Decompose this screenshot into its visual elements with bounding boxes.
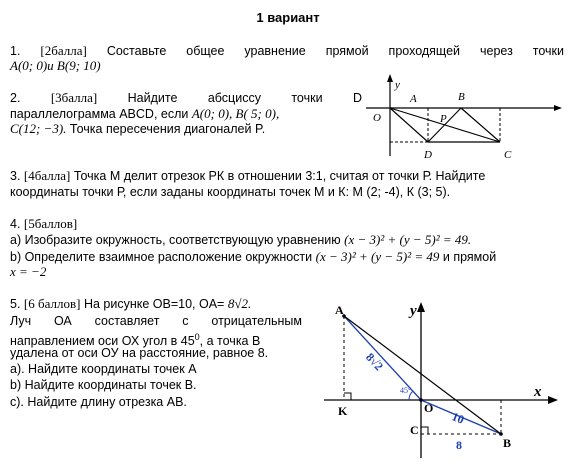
task5-text3b: , а точка В (199, 334, 261, 349)
segment-ab (344, 316, 501, 434)
task1-line1 (10, 43, 564, 59)
task5-text1: На рисунке OB=10, OA= (83, 297, 225, 311)
task2-math3: C(12; −3). (10, 121, 67, 136)
label-x: x (534, 384, 542, 400)
x-axis-arrow (548, 396, 558, 404)
label-d: D (424, 149, 432, 161)
task2-math2: A(0; 0), B( 5; 0), (191, 106, 280, 121)
y-axis-arrow (417, 302, 425, 312)
task4-b-text: b) Определите взаимное расположение окружности (10, 250, 313, 264)
task4-points: [5баллов] (23, 216, 78, 231)
label-y: y (410, 303, 417, 319)
task5-question-c: c). Найдите длину отрезка АВ. (10, 395, 187, 409)
right-angle-c (421, 427, 428, 434)
task5-degree: 0 (194, 332, 200, 342)
label-o: O (373, 112, 381, 124)
label-b: B (458, 91, 465, 103)
page-title: 1 вариант (256, 10, 320, 25)
task2-text3: Точка пересечения диагоналей P. (69, 122, 266, 136)
parallelogram-figure (366, 74, 562, 170)
task5-points: [6 баллов] (23, 296, 81, 311)
label-cb-length: 8 (456, 438, 462, 452)
task4-part-b (10, 249, 496, 265)
task5-text3: направлением оси ОХ угол в 45 (10, 334, 195, 349)
task3-points: [4балла] (23, 168, 71, 183)
task1-points: [2балла] (40, 43, 87, 58)
task2-line1 (10, 90, 362, 106)
task5-line1 (10, 296, 251, 312)
task5-question-b: b) Найдите координаты точек В. (10, 378, 197, 392)
label-k: K (338, 404, 348, 418)
right-angle-k (344, 393, 351, 400)
label-o: O (424, 401, 434, 415)
task1-number: 1. (10, 44, 21, 58)
task4-header (10, 216, 77, 232)
task3-text1: Точка М делит отрезок РК в отношении 3:1, считая от точки Р. Найдите (73, 169, 486, 183)
task5-line2: Луч ОА составляет с отрицательным (10, 314, 302, 328)
task4-line-equation: x = −2 (10, 264, 47, 279)
task1-text: Составьте общее уравнение прямой проходящей через точки (106, 44, 564, 58)
task2-line3 (10, 121, 265, 137)
label-c: C (504, 149, 512, 161)
task4-part-a (10, 232, 471, 248)
x-axis-arrow (554, 105, 562, 111)
side-bc (461, 108, 500, 142)
coordinate-figure (318, 298, 574, 464)
label-oa-length: 8√2 (363, 350, 387, 374)
label-a: A (410, 93, 417, 105)
label-p: P (440, 113, 447, 125)
task5-question-a: а). Найдите координаты точек А (10, 362, 197, 376)
task5-number: 5. (10, 297, 21, 311)
task2-line2 (10, 106, 362, 122)
task4-b-tail: и прямой (442, 250, 497, 264)
side-ad (390, 108, 428, 142)
task4-number: 4. (10, 217, 21, 231)
task2-points: [3балла] (50, 90, 98, 105)
task1-points-math: A(0; 0)и B(9; 10) (10, 58, 101, 73)
task3-line1 (10, 168, 485, 184)
label-a: A (335, 303, 344, 317)
task4-a-equation: (x − 3)² + (y − 5)² = 49. (344, 232, 472, 247)
task3-line2: координаты точки Р, если заданы координаты точек М и К: М (2; -4), К (3; 5). (10, 185, 451, 199)
label-y: y (395, 79, 400, 91)
label-b: B (503, 436, 512, 450)
task2-text1: Найдите абсциссу точки D (127, 91, 362, 105)
task4-b-equation: (x − 3)² + (y − 5)² = 49 (315, 249, 440, 264)
task5-line4: удалена от оси ОУ на расстояние, равное 8. (10, 346, 269, 360)
label-c: C (410, 423, 419, 437)
y-axis-arrow (387, 74, 393, 82)
label-ob-length: 10 (449, 409, 467, 427)
task5-oa-value: 8√2. (227, 296, 252, 311)
task3-number: 3. (10, 169, 21, 183)
task4-a-text: а) Изобразите окружность, соответствующую уравнению (10, 233, 341, 247)
task2-number: 2. (10, 91, 21, 105)
point-o (419, 398, 423, 402)
task2-text2: параллелограмма ABCD, если (10, 107, 189, 121)
label-angle: 45° (400, 386, 412, 395)
